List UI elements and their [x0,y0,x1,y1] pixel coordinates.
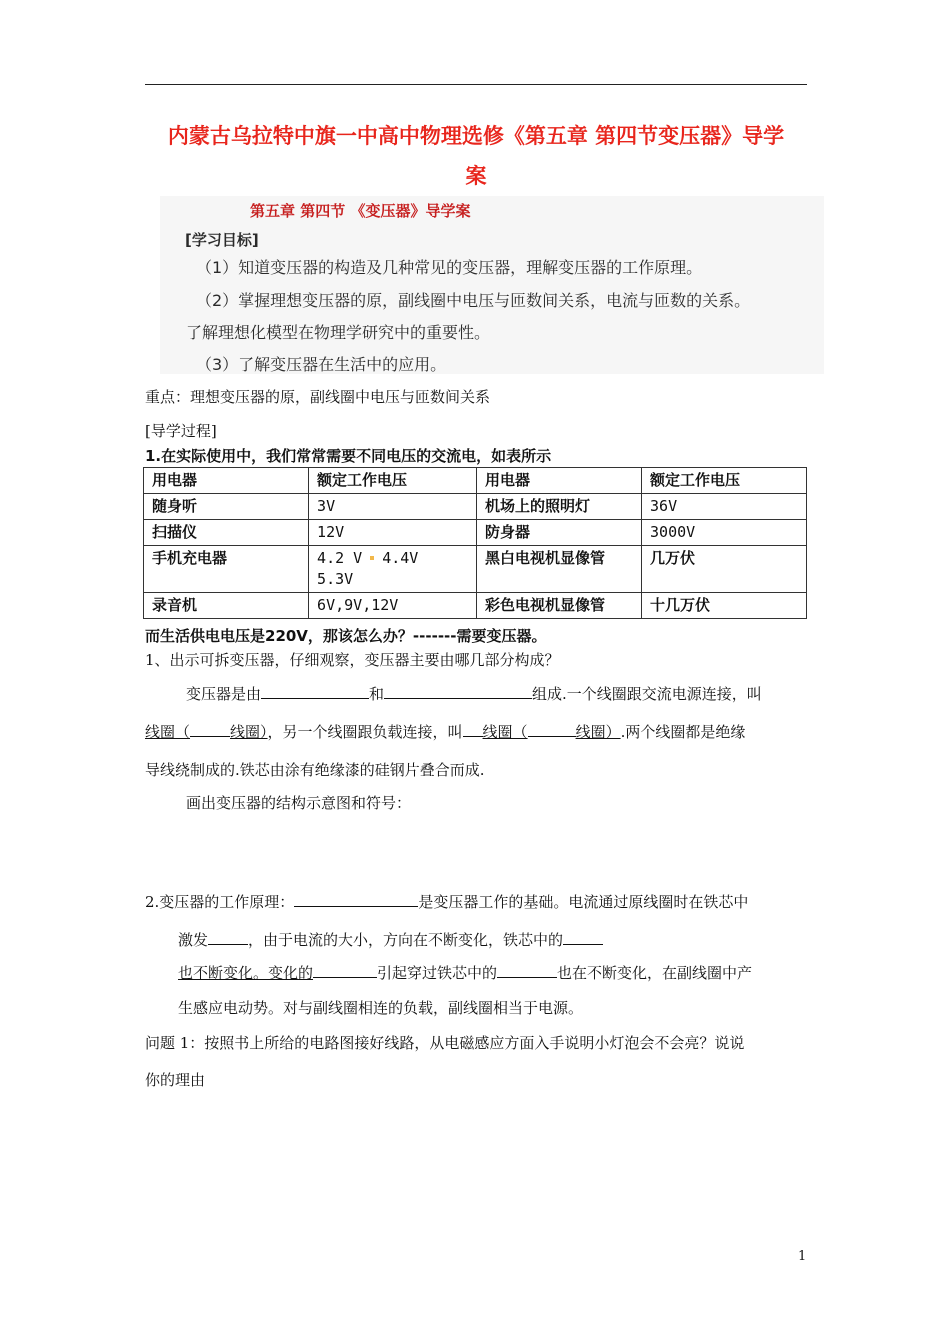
charger-voltage-1: 4.2 V [317,549,363,567]
q1-p1b: 和 [369,685,385,703]
page-number: 1 [798,1249,807,1264]
q2-line3 [178,962,752,983]
objectives-header: 第五章 第四节 《变压器》导学案 [250,202,471,220]
q2-line1 [145,891,748,912]
table-header-row [144,468,807,494]
voltage-table [143,467,807,619]
q1-p2c: ，另一个线圈跟负载连接，叫 [267,723,463,741]
q2-e: 也不断变化。变化的 [178,964,314,982]
key-point: 重点：理想变压器的原，副线圈中电压与匝数间关系 [145,388,491,406]
table-header-cell: 用电器 [476,468,641,494]
table-cell: 录音机 [144,593,309,619]
table-row [144,520,807,546]
fill-blank [384,683,532,699]
table-cell-charger [309,546,477,593]
q1-p2a: 线圈（ [145,723,191,741]
table-cell: 几万伏 [642,546,807,593]
table-header-cell: 额定工作电压 [309,468,477,494]
fill-blank [528,721,576,737]
q1-paragraph-4: 画出变压器的结构示意图和符号： [186,794,412,812]
table-cell: 防身器 [476,520,641,546]
q1-p1a: 变压器是由 [186,685,262,703]
charger-voltage-3: 5.3V [317,570,354,588]
q1-p2d: 线圈（ [482,723,528,741]
q1-p2f: .两个线圈都是绝缘 [620,723,746,741]
table-cell: 36V [642,494,807,520]
document-title-line1: 内蒙古乌拉特中旗一中高中物理选修《第五章 第四节变压器》导学 [167,124,785,148]
table-cell: 扫描仪 [144,520,309,546]
table-cell: 3000V [642,520,807,546]
table-cell: 3V [309,494,477,520]
charger-voltage-2: 4.4V [382,549,419,567]
after-table-text: 而生活供电电压是220V，那该怎么办？-------需要变压器。 [145,627,547,645]
q2-line4: 生感应电动势。对与副线圈相连的负载，副线圈相当于电源。 [178,999,584,1017]
q1-p2b: 线圈） [230,723,268,741]
fill-blank [190,721,230,737]
q1-paragraph-1 [186,683,762,704]
q2-d: ，由于电流的大小，方向在不断变化，铁芯中的 [248,931,564,949]
objectives-box [160,196,824,374]
q1-line1: 1、出示可拆变压器，仔细观察，变压器主要由哪几部分构成？ [145,651,560,669]
table-row [144,546,807,593]
q1-p2e: 线圈） [575,723,621,741]
fill-blank [261,683,369,699]
q2-b: 是变压器工作的基础。电流通过原线圈时在铁芯中 [418,893,749,911]
table-cell: 随身听 [144,494,309,520]
fill-blank [313,962,377,978]
objective-item-2: （2）掌握理想变压器的原，副线圈中电压与匝数间关系，电流与匝数的关系。 [196,291,751,310]
table-cell: 手机充电器 [144,546,309,593]
objective-item-2b: 了解理想化模型在物理学研究中的重要性。 [186,323,491,342]
objective-item-1: （1）知道变压器的构造及几种常见的变压器，理解变压器的工作原理。 [196,258,703,277]
bullet-dot-icon [370,556,374,560]
top-rule [145,84,807,85]
fill-blank [563,929,603,945]
q2-line2 [178,929,603,950]
table-row [144,593,807,619]
table-intro: 1.在实际使用中，我们常常需要不同电压的交流电，如表所示 [145,447,552,465]
fill-blank [294,891,418,907]
table-cell: 黑白电视机显像管 [476,546,641,593]
table-cell: 十几万伏 [642,593,807,619]
objectives-label: [学习目标] [185,231,259,249]
document-title-line2: 案 [465,164,487,188]
q2-a: 2.变压器的工作原理： [145,893,295,911]
table-cell: 6V,9V,12V [309,593,477,619]
q1-p1c: 组成.一个线圈跟交流电源连接，叫 [532,685,762,703]
q1-paragraph-3: 导线绕制成的.铁芯由涂有绝缘漆的硅钢片叠合而成. [145,761,485,779]
table-cell: 彩色电视机显像管 [476,593,641,619]
objective-item-3: （3）了解变压器在生活中的应用。 [196,355,447,374]
table-row [144,494,807,520]
fill-blank [497,962,557,978]
q2-f: 引起穿过铁芯中的 [377,964,498,982]
fill-blank [208,929,248,945]
table-cell: 12V [309,520,477,546]
table-cell: 机场上的照明灯 [476,494,641,520]
q2-g: 也在不断变化，在副线圈中产 [557,964,753,982]
question1-line2: 你的理由 [145,1071,206,1089]
q2-c: 激发 [178,931,209,949]
table-header-cell: 用电器 [144,468,309,494]
q1-paragraph-2 [145,721,745,742]
table-header-cell: 额定工作电压 [642,468,807,494]
question1-line1: 问题 1：按照书上所给的电路图接好线路，从电磁感应方面入手说明小灯泡会不会亮？说说 [145,1034,745,1052]
process-label: [导学过程] [145,422,217,440]
fill-blank [463,721,483,737]
